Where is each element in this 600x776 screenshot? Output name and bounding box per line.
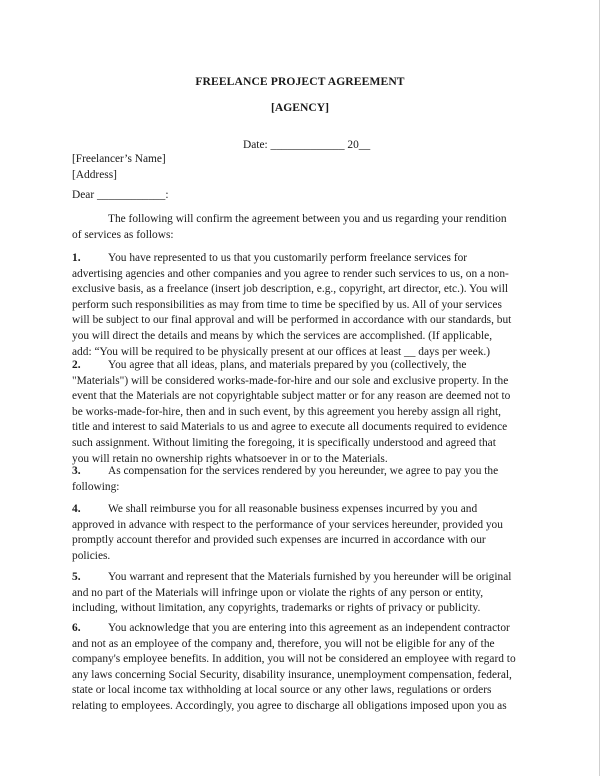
section-number: 3.: [72, 465, 81, 477]
section-1: [72, 251, 540, 360]
intro-paragraph: [72, 212, 540, 243]
section-line: and not as an employee of the company and, therefore, you will not be eligible for any of the: [72, 637, 495, 650]
section-line: perform such responsibilities as may from time to time be specified by us. All of your services: [72, 298, 502, 311]
section-number: 4.: [72, 503, 81, 515]
section-number: 1.: [72, 252, 81, 264]
freelancer-name: [Freelancer’s Name]: [72, 153, 166, 165]
section-line: title and interest to said Materials to us and agree to execute all documents required to evidence: [72, 421, 508, 434]
section-line: You warrant and represent that the Materials furnished by you hereunder will be original: [108, 571, 512, 583]
section-6: [72, 621, 540, 715]
section-line: As compensation for the services rendered by you hereunder, we agree to pay you the: [108, 465, 499, 477]
recipient-address-block: [72, 152, 166, 183]
section-line: advertising agencies and other companies and you agree to render such services to us, on a non-: [72, 267, 509, 280]
section-5: [72, 570, 540, 617]
section-3: [72, 464, 540, 495]
section-line: We shall reimburse you for all reasonable business expenses incurred by you and: [108, 503, 478, 515]
section-line: such assignment. Without limiting the foregoing, it is specifically understood and agreed that: [72, 436, 496, 449]
date-line: Date: _____________ 20__: [243, 139, 371, 151]
section-line: add: “You will be required to be physically present at our offices at least __ days per week.): [72, 345, 491, 358]
section-line: You acknowledge that you are entering into this agreement as an independent contractor: [108, 622, 510, 634]
section-4: [72, 502, 540, 564]
section-line: will be subject to our final approval and will be performed in accordance with our standards, but: [72, 314, 512, 327]
section-number: 5.: [72, 571, 81, 583]
document-subtitle: [AGENCY]: [271, 101, 329, 114]
section-line: following:: [72, 480, 120, 493]
section-number: 6.: [72, 622, 81, 634]
document-title: FREELANCE PROJECT AGREEMENT: [195, 75, 405, 88]
section-line: relating to employees. Accordingly, you agree to discharge all obligations imposed upon you as: [72, 699, 507, 712]
section-number: 2.: [72, 359, 81, 371]
salutation: Dear ____________:: [72, 189, 169, 201]
section-line: promptly account therefor and provided such expenses are incurred in accordance with our: [72, 534, 486, 547]
section-line: "Materials") will be considered works-made-for-hire and our sole and exclusive property. In the: [72, 374, 509, 387]
freelancer-address: [Address]: [72, 168, 117, 181]
section-line: policies.: [72, 549, 111, 562]
section-line: exclusive basis, as a freelance (insert job description, e.g., copyright, art director, etc.). You will: [72, 283, 509, 296]
section-line: event that the Materials are not copyrightable subject matter or for any reason are deemed not to: [72, 390, 511, 403]
section-line: You agree that all ideas, plans, and materials prepared by you (collectively, the: [108, 359, 467, 371]
intro-line: The following will confirm the agreement between you and us regarding your rendition: [108, 213, 507, 225]
section-line: and no part of the Materials will infringe upon or violate the rights of any person or entity,: [72, 586, 484, 599]
section-line: any laws concerning Social Security, disability insurance, unemployment compensation, federal,: [72, 668, 512, 681]
section-line: company's employee benefits. In addition, you will not be considered an employee with regard to: [72, 653, 516, 666]
section-line: you will retain no ownership rights whatsoever in or to the Materials.: [72, 452, 388, 465]
section-line: approved in advance with respect to the performance of your services hereunder, provided you: [72, 518, 503, 531]
section-line: state or local income tax withholding at local source or any other laws, regulations or orders: [72, 684, 492, 697]
intro-line: of services as follows:: [72, 228, 174, 241]
section-line: You have represented to us that you customarily perform freelance services for: [108, 252, 468, 264]
section-line: including, without limitation, any copyrights, trademarks or rights of privacy or publicity.: [72, 602, 481, 615]
section-2: [72, 358, 540, 467]
section-line: be works-made-for-hire, then and in such event, by this agreement you hereby assign all right,: [72, 405, 502, 418]
section-line: you will direct the details and means by which the services are accomplished. (If applicable,: [72, 329, 493, 342]
